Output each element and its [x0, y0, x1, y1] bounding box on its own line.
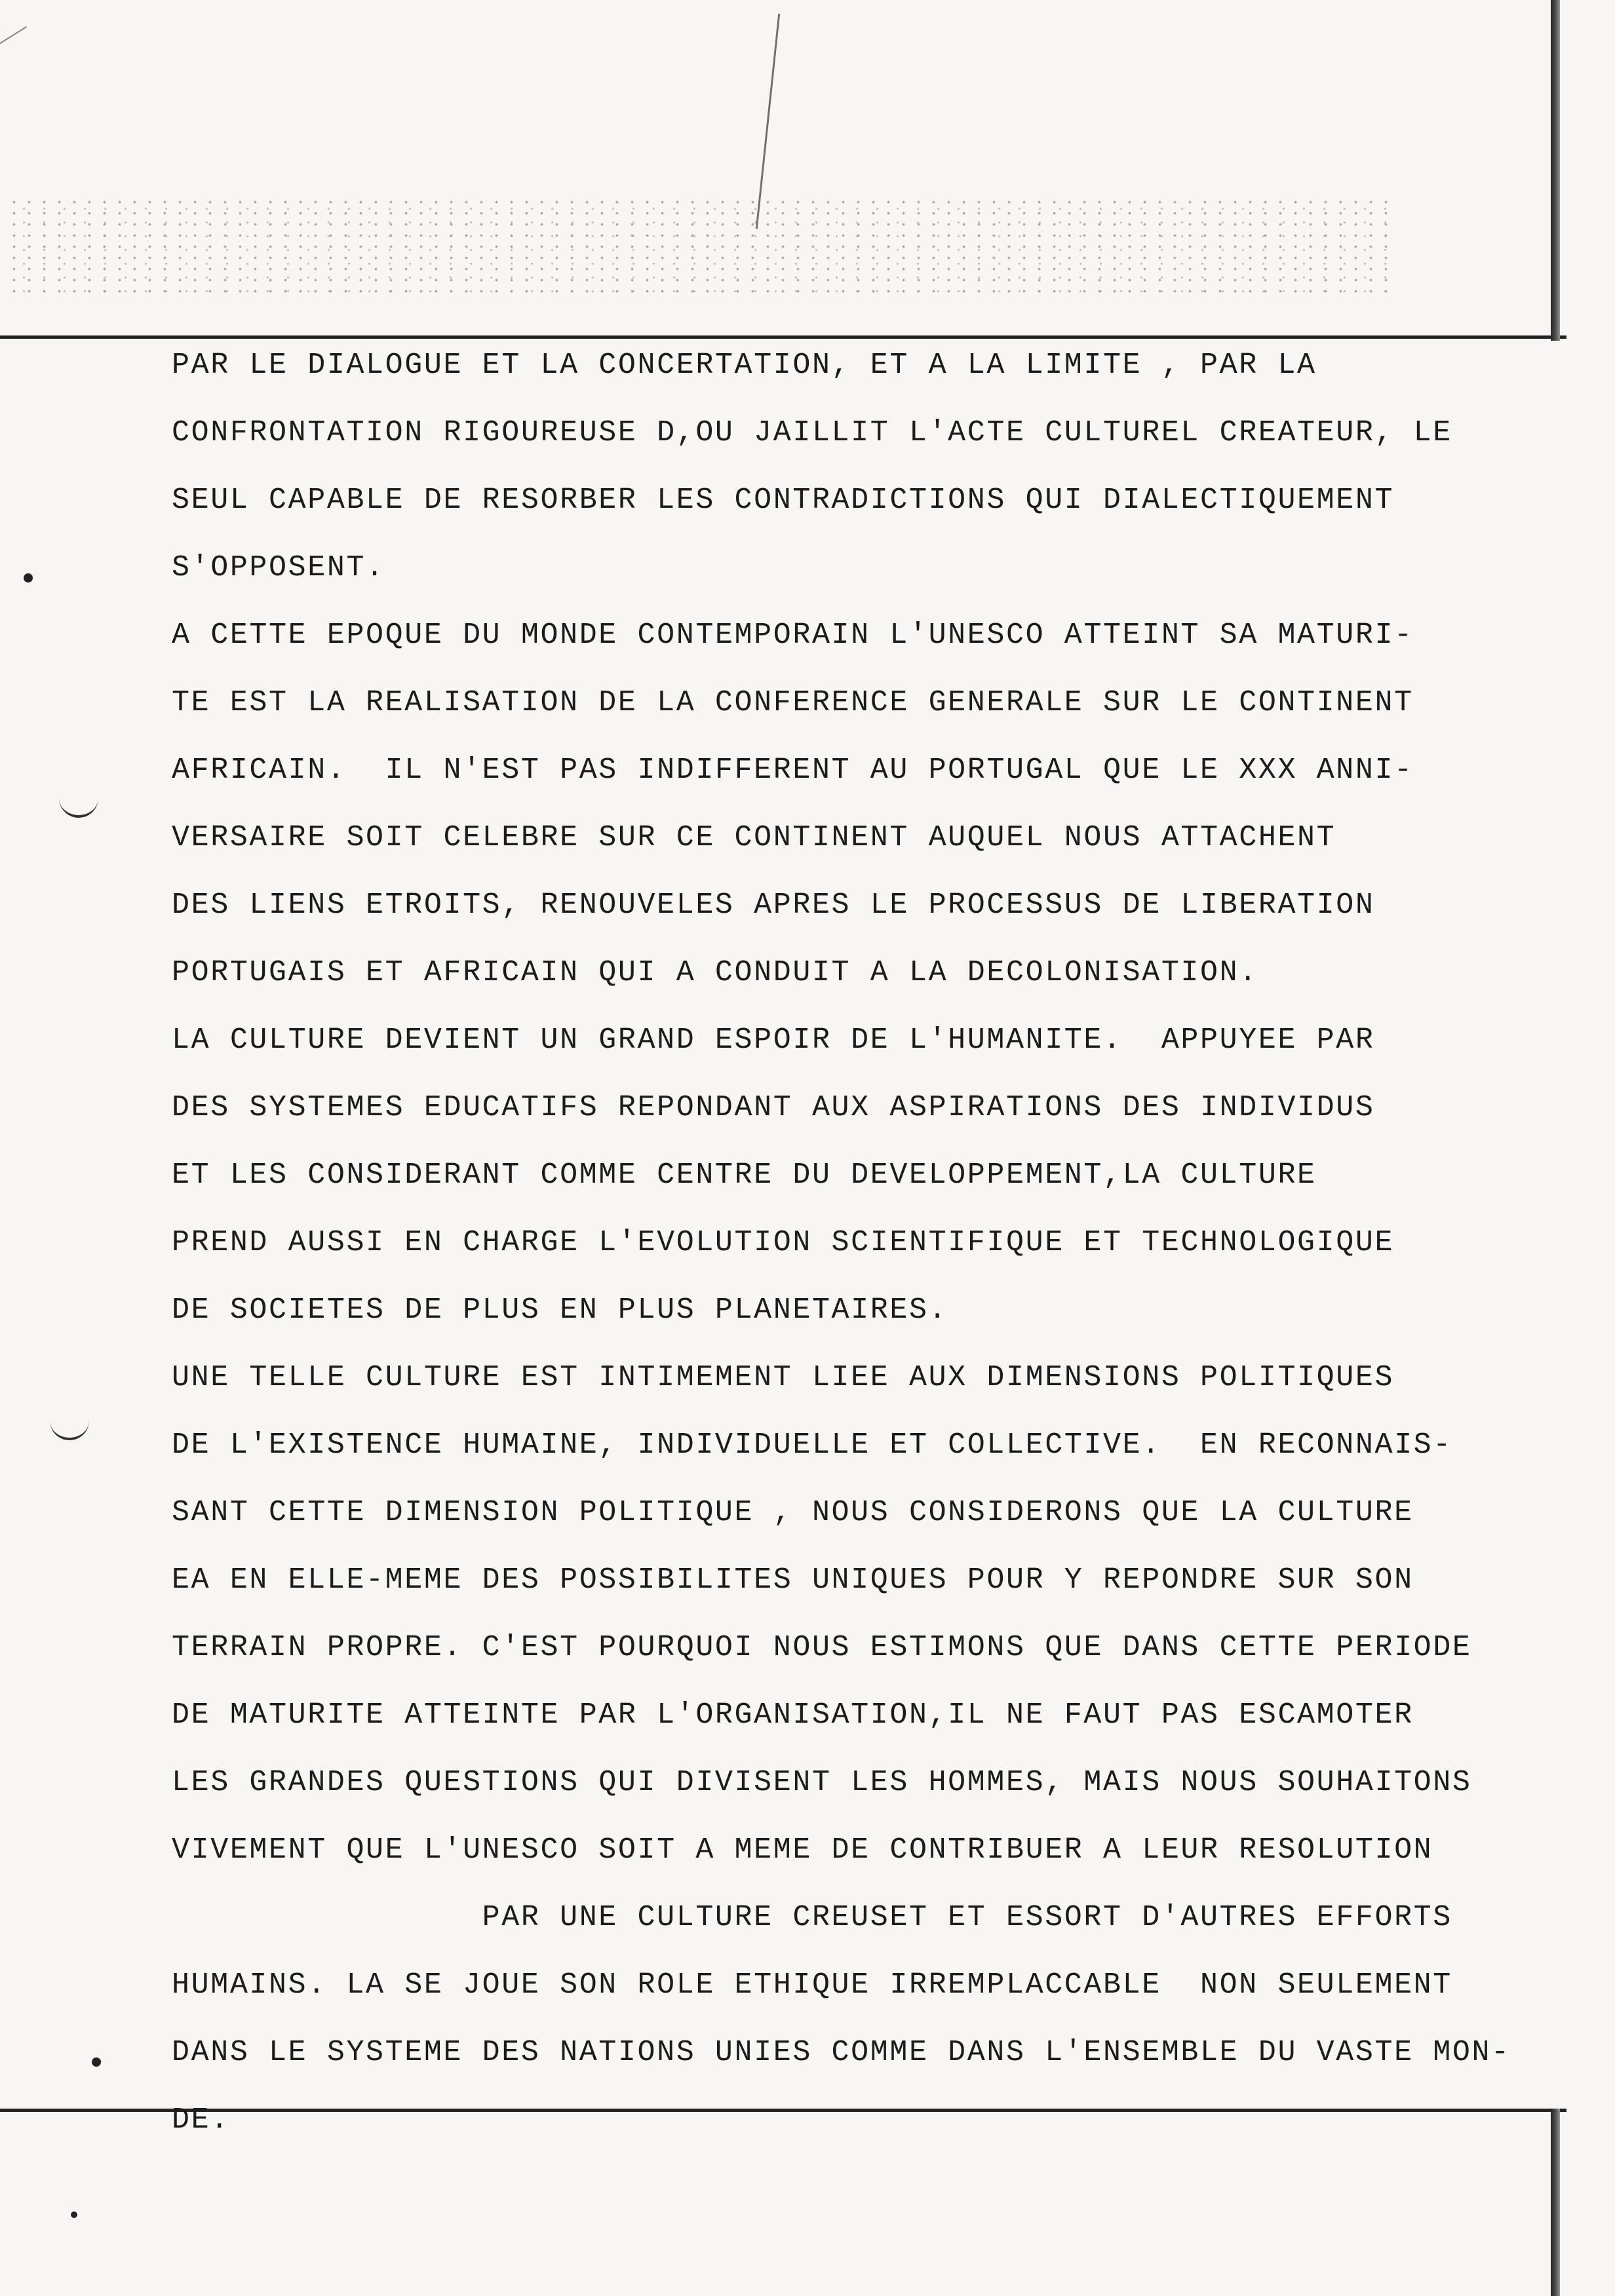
punch-dot — [92, 2057, 101, 2067]
binding-edge — [1551, 0, 1560, 341]
text-line: SEUL CAPABLE DE RESORBER LES CONTRADICTIONS QUI DIALECTIQUEMENT — [172, 484, 1395, 517]
scan-noise — [7, 197, 1390, 301]
text-line: VIVEMENT QUE L'UNESCO SOIT A MEME DE CONTRIBUER A LEUR RESOLUTION — [172, 1833, 1433, 1867]
text-line: AFRICAIN. IL N'EST PAS INDIFFERENT AU PORTUGAL QUE LE XXX ANNI- — [172, 754, 1414, 787]
punch-dot — [24, 573, 33, 583]
text-line: PORTUGAIS ET AFRICAIN QUI A CONDUIT A LA DECOLONISATION. — [172, 956, 1258, 989]
text-line: VERSAIRE SOIT CELEBRE SUR CE CONTINENT AUQUEL NOUS ATTACHENT — [172, 821, 1336, 854]
text-line: SANT CETTE DIMENSION POLITIQUE , NOUS CONSIDERONS QUE LA CULTURE — [172, 1496, 1414, 1529]
text-line: DE SOCIETES DE PLUS EN PLUS PLANETAIRES. — [172, 1293, 948, 1327]
text-line: S'OPPOSENT. — [172, 551, 385, 584]
text-line: LES GRANDES QUESTIONS QUI DIVISENT LES HOMMES, MAIS NOUS SOUHAITONS — [172, 1766, 1472, 1799]
text-line: HUMAINS. LA SE JOUE SON ROLE ETHIQUE IRREMPLACCABLE NON SEULEMENT — [172, 1968, 1452, 2002]
text-line: A CETTE EPOQUE DU MONDE CONTEMPORAIN L'UNESCO ATTEINT SA MATURI- — [172, 619, 1414, 652]
scan-mark — [0, 26, 27, 173]
text-line: DES SYSTEMES EDUCATIFS REPONDANT AUX ASPIRATIONS DES INDIVIDUS — [172, 1091, 1375, 1124]
text-line: PREND AUSSI EN CHARGE L'EVOLUTION SCIENTIFIQUE ET TECHNOLOGIQUE — [172, 1226, 1395, 1259]
typed-body-text — [172, 345, 1561, 2167]
text-line: DES LIENS ETROITS, RENOUVELES APRES LE PROCESSUS DE LIBERATION — [172, 889, 1375, 922]
text-line: TERRAIN PROPRE. C'EST POURQUOI NOUS ESTIMONS QUE DANS CETTE PERIODE — [172, 1631, 1472, 1664]
text-line: TE EST LA REALISATION DE LA CONFERENCE GENERALE SUR LE CONTINENT — [172, 686, 1414, 719]
text-line: UNE TELLE CULTURE EST INTIMEMENT LIEE AUX DIMENSIONS POLITIQUES — [172, 1361, 1395, 1394]
margin-mark — [50, 1421, 89, 1440]
text-line: DE MATURITE ATTEINTE PAR L'ORGANISATION,IL NE FAUT PAS ESCAMOTER — [172, 1698, 1414, 1732]
text-line: LA CULTURE DEVIENT UN GRAND ESPOIR DE L'HUMANITE. APPUYEE PAR — [172, 1024, 1375, 1057]
margin-mark — [59, 798, 98, 818]
text-line: PAR LE DIALOGUE ET LA CONCERTATION, ET A LA LIMITE , PAR LA — [172, 349, 1317, 382]
text-line: PAR UNE CULTURE CREUSET ET ESSORT D'AUTRES EFFORTS — [172, 1901, 1452, 1934]
text-line: DE. — [172, 2103, 230, 2137]
page-edge-top — [0, 335, 1566, 339]
punch-dot — [71, 2211, 77, 2218]
text-line: DE L'EXISTENCE HUMAINE, INDIVIDUELLE ET COLLECTIVE. EN RECONNAIS- — [172, 1428, 1452, 1462]
text-line: CONFRONTATION RIGOUREUSE D,OU JAILLIT L'ACTE CULTUREL CREATEUR, LE — [172, 416, 1452, 450]
text-line: EA EN ELLE-MEME DES POSSIBILITES UNIQUES POUR Y REPONDRE SUR SON — [172, 1563, 1414, 1597]
text-line: DANS LE SYSTEME DES NATIONS UNIES COMME DANS L'ENSEMBLE DU VASTE MON- — [172, 2036, 1511, 2069]
text-line: ET LES CONSIDERANT COMME CENTRE DU DEVELOPPEMENT,LA CULTURE — [172, 1158, 1317, 1192]
